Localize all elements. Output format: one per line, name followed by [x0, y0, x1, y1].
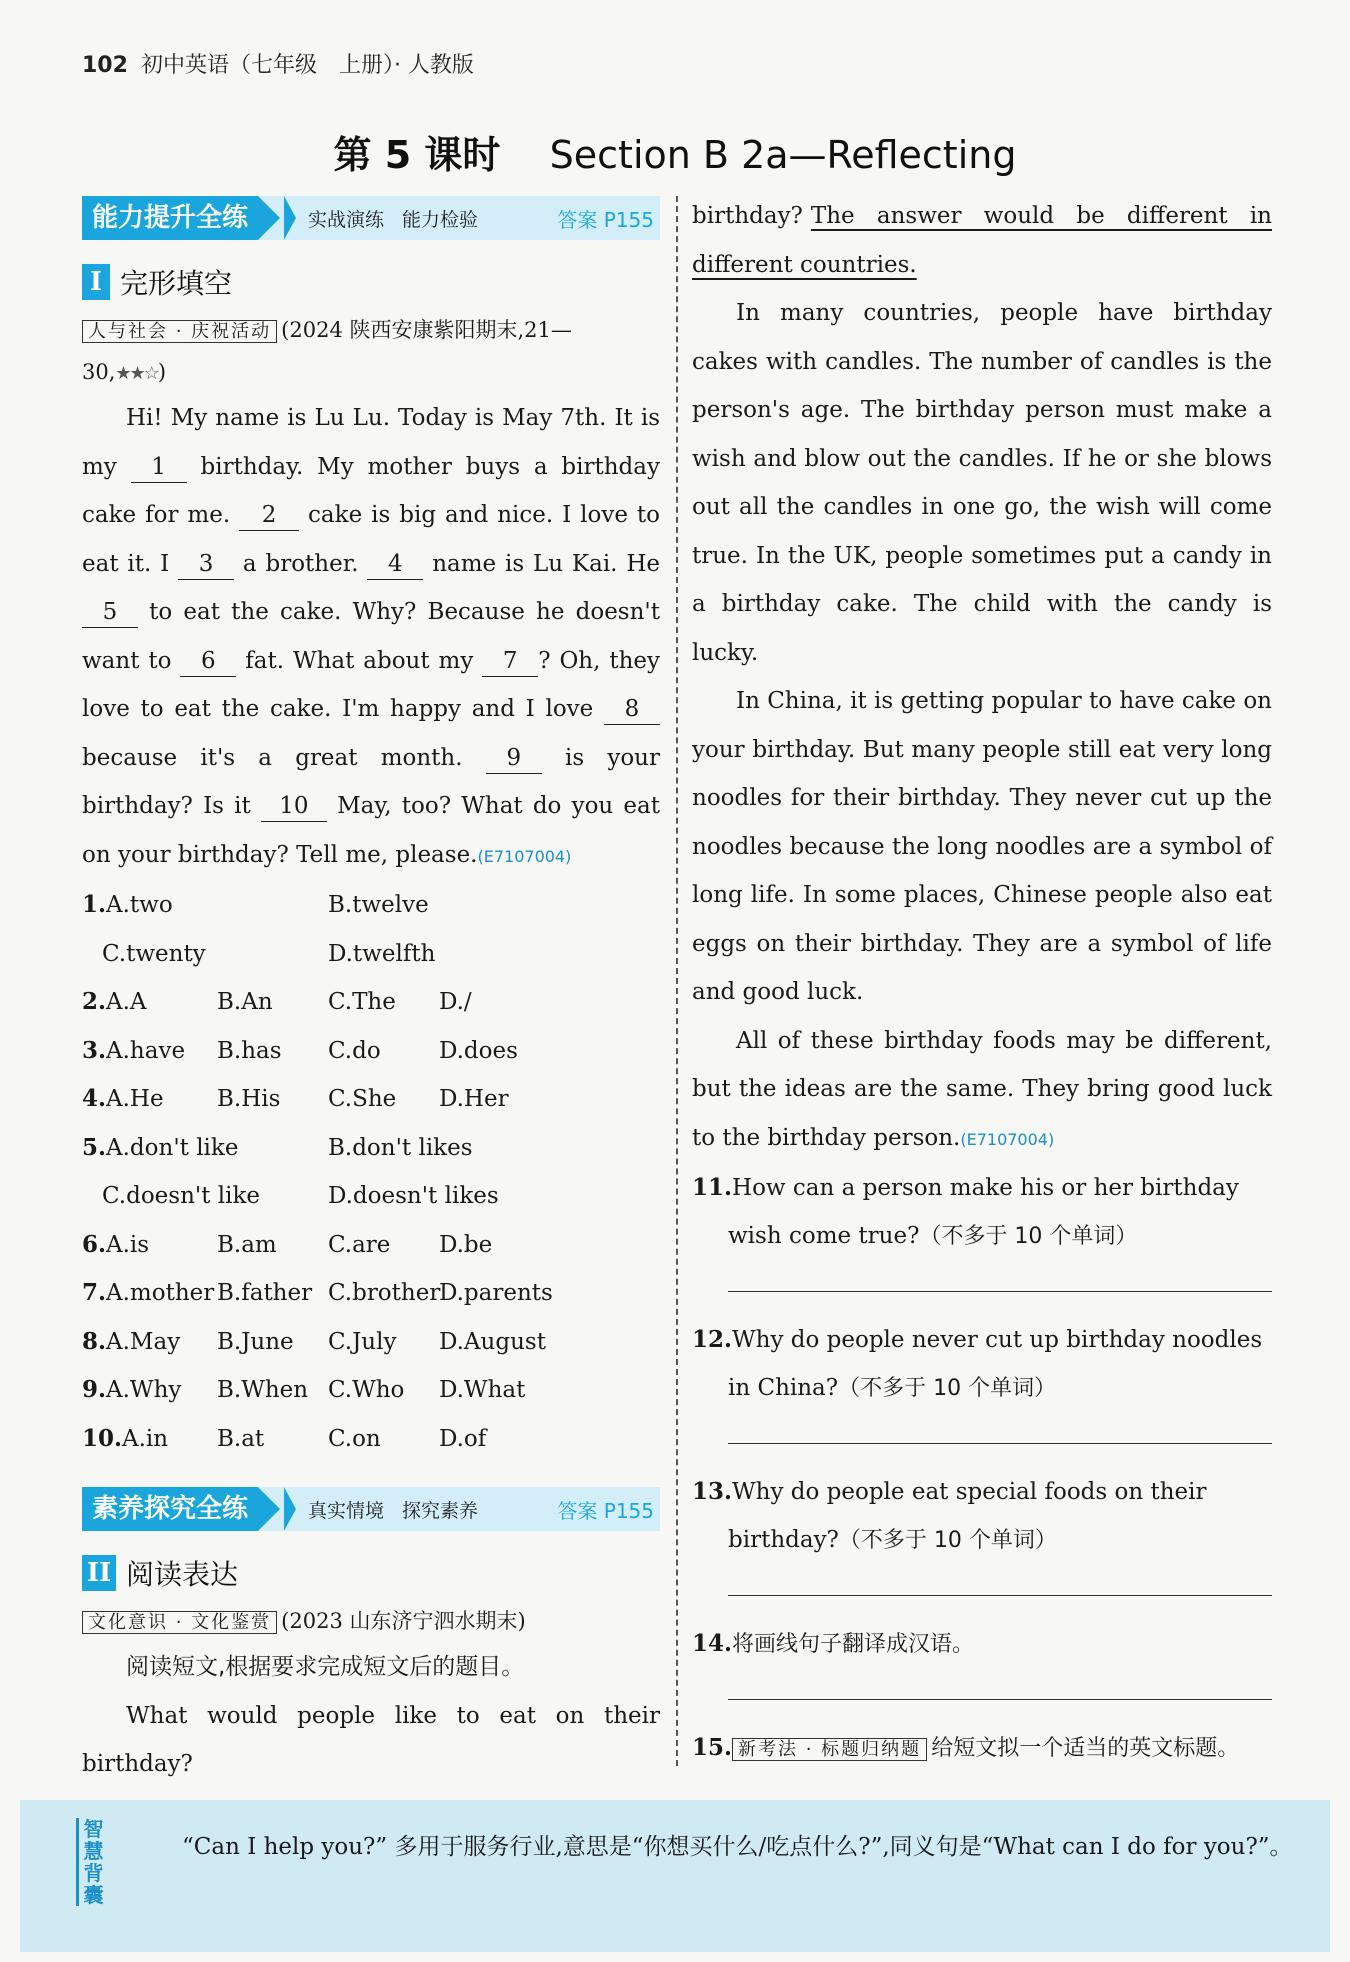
tip-label: 智慧背囊	[76, 1818, 106, 1906]
answer-link[interactable]: 答案 P155	[557, 1498, 654, 1523]
answer-line-12[interactable]	[728, 1443, 1272, 1444]
option-row-2: 2.A.A B.An C.The D./	[82, 978, 660, 1027]
blank-5[interactable]: 5	[82, 597, 138, 628]
option-a[interactable]: A.A	[106, 989, 147, 1015]
option-c[interactable]: C.The	[328, 989, 396, 1015]
option-d[interactable]: D.parents	[439, 1280, 553, 1306]
option-b[interactable]: B.am	[217, 1231, 277, 1258]
roman-numeral: I	[82, 264, 110, 300]
question-14: 14.将画线句子翻译成汉语。	[692, 1630, 975, 1657]
banner-sub: 真实情境	[308, 1499, 385, 1522]
roman-numeral: II	[82, 1555, 116, 1591]
option-d[interactable]: D.What	[439, 1377, 526, 1403]
banner-sub: 实战演练	[308, 208, 385, 231]
blank-2[interactable]: 2	[239, 500, 299, 531]
options-list	[82, 881, 660, 1463]
reading-paragraph-4: All of these birthday foods may be different, but the ideas are the same. They bring good luck to the birthday person.(E7107004)	[692, 1027, 1272, 1151]
option-a[interactable]: A.mother	[106, 1280, 215, 1306]
chevron-icon	[284, 196, 296, 240]
reading-paragraph-2: In many countries, people have birthday cakes with candles. The number of candles is the person's age. The birthday person must make a wish and blow out the candles. If he or she blows out all the candles in one go, the wish will come true. In the UK, people sometimes put a candy in a birthday cake. The child with the candy is lucky.	[692, 300, 1272, 666]
lesson-number: 第 5 课时	[333, 133, 501, 177]
banner-sub: 探究素养	[402, 1499, 479, 1522]
option-a[interactable]: A.May	[106, 1328, 181, 1355]
option-row-10: 10.A.in B.at C.on D.of	[82, 1415, 660, 1464]
option-c[interactable]: C.brother	[328, 1280, 441, 1306]
source-text: (2024 陕西安康紫阳期末,21—	[281, 318, 572, 342]
option-a[interactable]: A.two	[106, 892, 173, 918]
left-column	[82, 196, 660, 1789]
option-a[interactable]: A.in	[122, 1425, 169, 1452]
page-number: 102	[82, 53, 128, 78]
option-b[interactable]: B.An	[217, 989, 273, 1015]
option-b[interactable]: B.father	[217, 1280, 313, 1306]
option-b[interactable]: B.has	[217, 1037, 282, 1064]
underlined-sentence: The answer would be different in different countries.	[692, 203, 1272, 278]
section-name: Section B 2a—Reflecting	[549, 133, 1017, 177]
section-title: 完形填空	[120, 267, 233, 300]
option-d[interactable]: D.Her	[439, 1086, 509, 1112]
banner-ability	[82, 196, 660, 240]
question-15: 15. 新考法 · 标题归纳题 给短文拟一个适当的英文标题。	[692, 1734, 1240, 1761]
source-text: 30,	[82, 360, 116, 384]
source-text: (2023 山东济宁泗水期末)	[281, 1609, 526, 1633]
option-d[interactable]: D.doesn't likes	[328, 1183, 499, 1209]
blank-6[interactable]: 6	[180, 646, 236, 677]
blank-1[interactable]: 1	[131, 452, 187, 483]
option-row-8: 8.A.May B.June C.July D.August	[82, 1318, 660, 1367]
source-text: )	[157, 360, 167, 384]
option-c[interactable]: C.She	[328, 1086, 397, 1112]
blank-9[interactable]: 9	[486, 743, 542, 774]
section-heading-cloze	[82, 262, 660, 302]
blank-8[interactable]: 8	[604, 694, 660, 725]
answer-link[interactable]: 答案 P155	[557, 207, 654, 232]
reading-paragraph-3: In China, it is getting popular to have cake on your birthday. But many people still eat very long noodles for their birthday. They never cut up the noodles because the long noodles are a symbol of long life. In some places, Chinese people also eat eggs on their birthday. They are a symbol of life and good luck.	[692, 688, 1272, 1005]
blank-3[interactable]: 3	[178, 549, 234, 580]
reading-passage-start: What would people like to eat on their birthday?	[82, 1702, 660, 1777]
option-b[interactable]: B.When	[217, 1377, 309, 1403]
option-row-4: 4.A.He B.His C.She D.Her	[82, 1075, 660, 1124]
reading-instruction: 阅读短文,根据要求完成短文后的题目。	[126, 1654, 525, 1680]
answer-line-11[interactable]	[728, 1291, 1272, 1292]
source-line	[82, 1601, 660, 1643]
banner-literacy	[82, 1487, 660, 1531]
option-a[interactable]: A.Why	[106, 1377, 182, 1403]
banner-tag: 能力提升全练	[82, 196, 258, 240]
answer-line-14[interactable]	[728, 1699, 1272, 1700]
tip-text: “Can I help you?” 多用于服务行业,意思是“你想买什么/吃点什么?”,同义句是“What can I do for you?”。	[182, 1834, 1293, 1860]
answer-line-13[interactable]	[728, 1595, 1272, 1596]
method-tag: 新考法 · 标题归纳题	[732, 1738, 927, 1761]
tip-box	[20, 1800, 1330, 1952]
option-row-1b	[82, 930, 660, 979]
option-d[interactable]: D.twelfth	[328, 940, 436, 967]
option-c[interactable]: C.do	[328, 1037, 381, 1064]
topic-tag: 人与社会 · 庆祝活动	[82, 320, 277, 343]
option-c[interactable]: C.Who	[328, 1377, 405, 1403]
reading-passage-underlined: birthday? The answer would be different in different countries.	[692, 203, 1272, 278]
lesson-title	[0, 124, 1350, 179]
blank-10[interactable]: 10	[261, 791, 327, 822]
option-row-1: 1.A.two B.twelve	[82, 881, 660, 930]
option-row-6: 6.A.is B.am C.are D.be	[82, 1221, 660, 1270]
option-d[interactable]: D.be	[439, 1231, 493, 1258]
option-a[interactable]: A.He	[106, 1086, 164, 1112]
question-12: 12.Why do people never cut up birthday noodles in China?（不多于 10 个单词）	[692, 1326, 1263, 1401]
section-title: 阅读表达	[126, 1558, 239, 1591]
option-c[interactable]: C.July	[328, 1328, 397, 1355]
option-a[interactable]: A.don't like	[106, 1134, 239, 1161]
option-b[interactable]: B.June	[217, 1328, 294, 1355]
option-a[interactable]: A.have	[106, 1037, 186, 1064]
topic-tag: 文化意识 · 文化鉴赏	[82, 1611, 277, 1634]
option-b[interactable]: B.twelve	[328, 892, 429, 918]
option-b[interactable]: B.His	[217, 1086, 281, 1112]
blank-7[interactable]: 7	[482, 646, 538, 677]
banner-tag: 素养探究全练	[82, 1487, 258, 1531]
option-c[interactable]: C.on	[328, 1425, 381, 1452]
question-11: 11.How can a person make his or her birthday wish come true?（不多于 10 个单词）	[692, 1174, 1239, 1249]
option-row-7: 7.A.mother B.father C.brother D.parents	[82, 1269, 660, 1318]
option-row-3: 3.A.have B.has C.do D.does	[82, 1027, 660, 1076]
option-row-5: 5.A.don't like B.don't likes	[82, 1124, 660, 1173]
option-c[interactable]: C.are	[328, 1231, 391, 1258]
option-c[interactable]: C.doesn't like	[102, 1183, 261, 1209]
blank-4[interactable]: 4	[367, 549, 423, 580]
option-d[interactable]: D./	[439, 989, 472, 1015]
column-divider	[676, 196, 678, 1766]
source-line	[82, 310, 660, 394]
exercise-code: (E7107004)	[477, 846, 572, 866]
option-d[interactable]: D.does	[439, 1037, 518, 1064]
book-title: 初中英语（七年级 上册）· 人教版	[140, 53, 474, 78]
section-heading-reading	[82, 1553, 660, 1593]
option-row-9: 9.A.Why B.When C.Who D.What	[82, 1366, 660, 1415]
option-c[interactable]: C.twenty	[102, 940, 206, 967]
option-d[interactable]: D.of	[439, 1425, 487, 1452]
option-d[interactable]: D.August	[439, 1328, 546, 1355]
option-b[interactable]: B.at	[217, 1425, 265, 1452]
option-b[interactable]: B.don't likes	[328, 1134, 473, 1161]
difficulty-stars-icon: ★★☆	[115, 363, 158, 384]
chevron-icon	[284, 1487, 296, 1531]
cloze-passage: Hi! My name is Lu Lu. Today is May 7th. It is my 1 birthday. My mother buys a birthday cake for me. 2 cake is big and nice. I love to eat it. I 3 a brother. 4 name is Lu Kai. He 5 to eat the cake. Why? Because he doesn't want to 6 fat. What about my 7 ? Oh, they love to eat the cake. I'm happy and I love 8 because it's a great month. 9 is your birthday? Is it 10 May, too? What do you eat on your birthday? Tell me, please.(E7107004)	[82, 405, 661, 868]
exercise-code: (E7107004)	[960, 1129, 1055, 1149]
banner-sub: 能力检验	[402, 208, 479, 231]
page-header	[82, 48, 474, 79]
right-column	[692, 192, 1272, 1829]
question-13: 13.Why do people eat special foods on their birthday?（不多于 10 个单词）	[692, 1478, 1207, 1553]
option-a[interactable]: A.is	[106, 1231, 150, 1258]
option-row-5b	[82, 1172, 660, 1221]
